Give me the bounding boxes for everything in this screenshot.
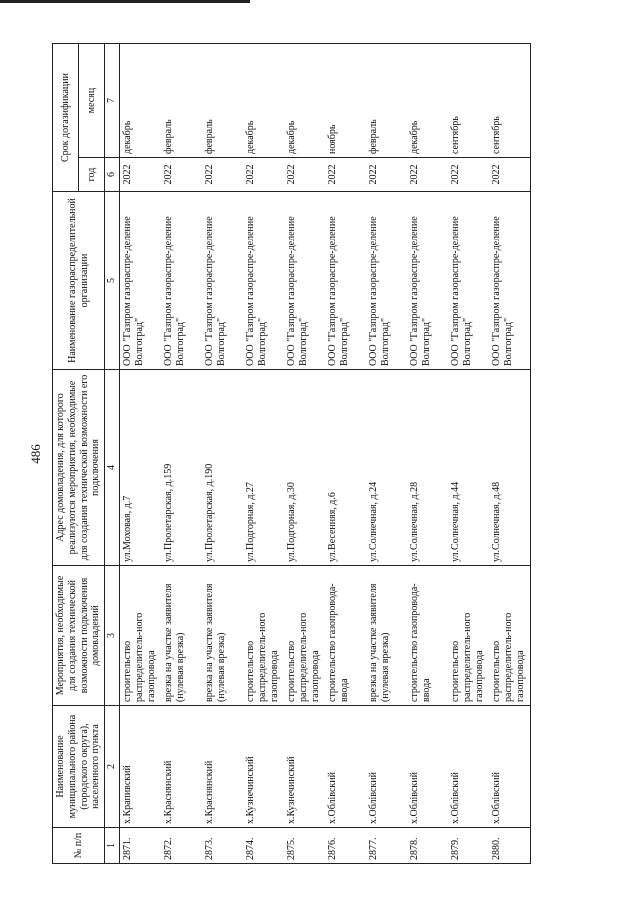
settlement-name: х.Облівский [407, 706, 448, 828]
table-row [366, 44, 407, 864]
address-text: ул.Пролетарская, д.190 [202, 370, 243, 566]
header-year: год [79, 158, 105, 192]
column-number: 7 [105, 44, 120, 158]
address-text: ул.Солнечная, д.28 [407, 370, 448, 566]
measure-text: строительство распределитель-ного газопровода [119, 566, 161, 706]
address-text: ул.Подгорная, д.30 [284, 370, 325, 566]
settlement-name: х.Кузнечинский [284, 706, 325, 828]
address-text: ул.Моховая, д.7 [119, 370, 161, 566]
header-org: Наименование газораспределительной организации [53, 192, 105, 370]
deadline-year: 2022 [202, 158, 243, 192]
deadline-year: 2022 [366, 158, 407, 192]
organization-name: ООО "Газпром газораспре-деление Волгоград" [202, 192, 243, 370]
organization-name: ООО "Газпром газораспре-деление Волгоград" [284, 192, 325, 370]
measure-text: строительство распределитель-ного газопровода [243, 566, 284, 706]
settlement-name: х.Кузнечинский [243, 706, 284, 828]
column-number: 2 [105, 706, 120, 828]
deadline-month: декабрь [119, 44, 161, 158]
table-row [202, 44, 243, 864]
deadline-year: 2022 [325, 158, 366, 192]
measure-text: строительство распределитель-ного газопровода [284, 566, 325, 706]
settlement-name: х.Краснянский [161, 706, 202, 828]
deadline-year: 2022 [448, 158, 489, 192]
row-number: 2876. [325, 828, 366, 864]
row-number: 2872. [161, 828, 202, 864]
header-measures: Мероприятия, необходимые для создания технической возможности подключения домовладений [53, 566, 105, 706]
settlement-name: х.Крапивский [119, 706, 161, 828]
organization-name: ООО "Газпром газораспре-деление Волгоград" [366, 192, 407, 370]
deadline-month: февраль [202, 44, 243, 158]
row-number: 2875. [284, 828, 325, 864]
measure-text: врезка на участке заявителя (нулевая врезка) [366, 566, 407, 706]
organization-name: ООО "Газпром газораспре-деление Волгоград" [161, 192, 202, 370]
deadline-year: 2022 [284, 158, 325, 192]
address-text: ул.Солнечная, д.44 [448, 370, 489, 566]
deadline-month: февраль [161, 44, 202, 158]
deadline-month: декабрь [243, 44, 284, 158]
column-number: 5 [105, 192, 120, 370]
column-number: 3 [105, 566, 120, 706]
settlement-name: х.Краснянский [202, 706, 243, 828]
table-row [407, 44, 448, 864]
settlement-name: х.Облівский [489, 706, 531, 828]
organization-name: ООО "Газпром газораспре-деление Волгоград" [489, 192, 531, 370]
column-number: 4 [105, 370, 120, 566]
table-row [448, 44, 489, 864]
measure-text: строительство распределитель-ного газопровода [448, 566, 489, 706]
deadline-month: сентябрь [489, 44, 531, 158]
measure-text: строительство газопровода-ввода [407, 566, 448, 706]
page-number: 486 [28, 444, 43, 464]
address-text: ул.Солнечная, д.24 [366, 370, 407, 566]
organization-name: ООО "Газпром газораспре-деление Волгоград" [119, 192, 161, 370]
organization-name: ООО "Газпром газораспре-деление Волгоград" [325, 192, 366, 370]
row-number: 2873. [202, 828, 243, 864]
table-body [105, 44, 531, 864]
organization-name: ООО "Газпром газораспре-деление Волгоград" [407, 192, 448, 370]
row-number: 2878. [407, 828, 448, 864]
gasification-table [52, 43, 531, 864]
table-row [119, 44, 161, 864]
top-border-line [0, 0, 250, 3]
table-row [489, 44, 531, 864]
table-row [243, 44, 284, 864]
address-text: ул.Подгорная, д.27 [243, 370, 284, 566]
organization-name: ООО "Газпром газораспре-деление Волгоград" [243, 192, 284, 370]
deadline-year: 2022 [407, 158, 448, 192]
column-number: 6 [105, 158, 120, 192]
deadline-year: 2022 [489, 158, 531, 192]
address-text: ул.Весенняя, д.6 [325, 370, 366, 566]
settlement-name: х.Облівский [448, 706, 489, 828]
measure-text: строительство распределитель-ного газопровода [489, 566, 531, 706]
deadline-year: 2022 [161, 158, 202, 192]
row-number: 2880. [489, 828, 531, 864]
row-number: 2879. [448, 828, 489, 864]
table-header [53, 44, 105, 864]
column-number-row [105, 44, 120, 864]
header-month: месяц [79, 44, 105, 158]
rotated-content [28, 44, 552, 864]
measure-text: врезка на участке заявителя (нулевая врезка) [202, 566, 243, 706]
deadline-month: декабрь [284, 44, 325, 158]
table-row [284, 44, 325, 864]
address-text: ул.Солнечная, д.48 [489, 370, 531, 566]
header-address: Адрес домовладения, для которого реализуются мероприятия, необходимые для создания технической возможности его подключения [53, 370, 105, 566]
table-row [325, 44, 366, 864]
deadline-month: ноябрь [325, 44, 366, 158]
measure-text: строительство газопровода-ввода [325, 566, 366, 706]
measure-text: врезка на участке заявителя (нулевая врезка) [161, 566, 202, 706]
organization-name: ООО "Газпром газораспре-деление Волгоград" [448, 192, 489, 370]
row-number: 2877. [366, 828, 407, 864]
settlement-name: х.Облівский [366, 706, 407, 828]
deadline-month: декабрь [407, 44, 448, 158]
header-name: Наименование муниципального района (городского округа), населенного пункта [53, 706, 105, 828]
deadline-year: 2022 [119, 158, 161, 192]
row-number: 2874. [243, 828, 284, 864]
deadline-month: сентябрь [448, 44, 489, 158]
settlement-name: х.Облівский [325, 706, 366, 828]
table-row [161, 44, 202, 864]
header-num: № п/п [53, 828, 105, 864]
column-number: 1 [105, 828, 120, 864]
deadline-year: 2022 [243, 158, 284, 192]
address-text: ул.Пролетарская, д.159 [161, 370, 202, 566]
header-deadline: Срок догазификации [53, 44, 79, 192]
deadline-month: февраль [366, 44, 407, 158]
row-number: 2871. [119, 828, 161, 864]
